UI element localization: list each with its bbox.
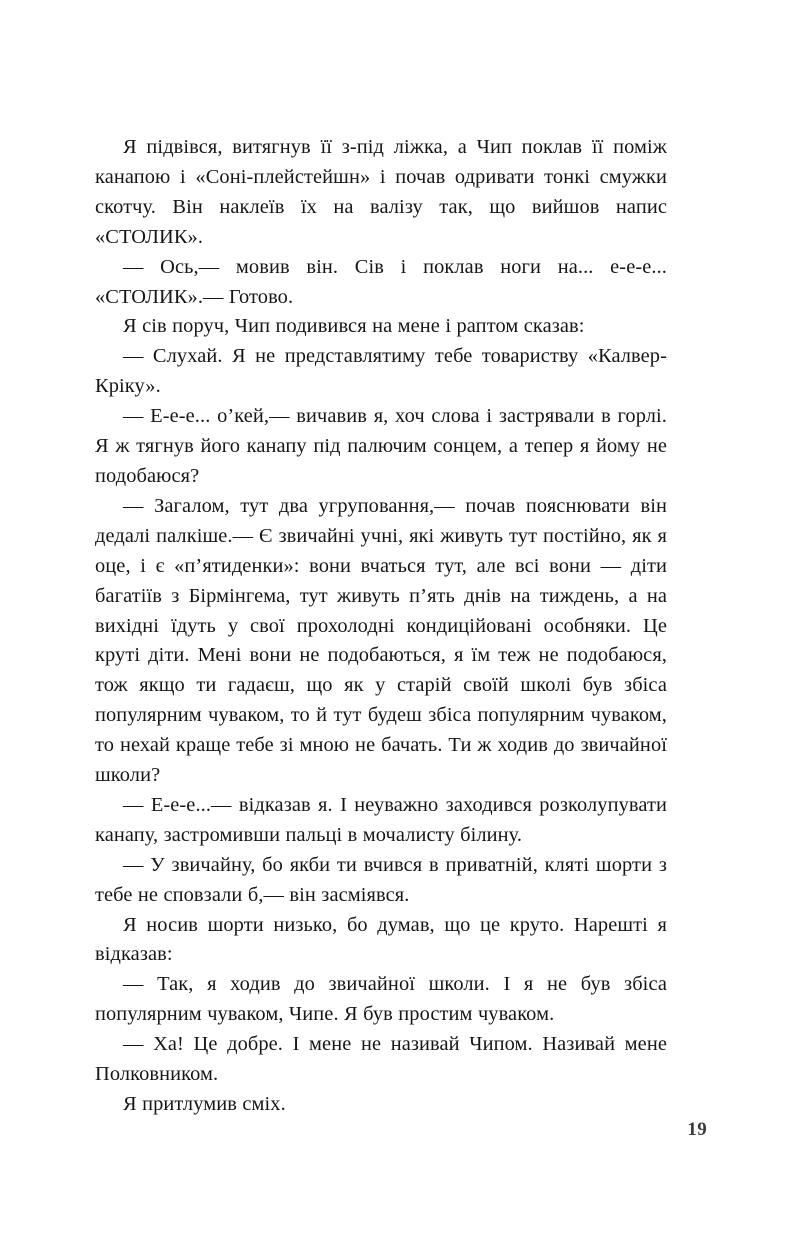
paragraph: Я сів поруч, Чип подивився на мене і раптом сказав: bbox=[123, 315, 585, 338]
paragraph: — Ось,— мовив він. Сів і поклав ноги на... е-е-е... «СТОЛИК».— Готово. bbox=[95, 255, 667, 308]
paragraph: Я носив шорти низько, бо думав, що це круто. Нарешті я відказав: bbox=[95, 913, 667, 966]
page-text-block bbox=[95, 133, 667, 1120]
paragraph: — У звичайну, бо якби ти вчився в приватній, кляті шорти з тебе не сповзали б,— він засміявся. bbox=[95, 853, 667, 906]
paragraph: — Е-е-е... о’кей,— вичавив я, хоч слова і застрявали в горлі. Я ж тягнув його канапу під палючим сонцем, а тепер я йому не подобаюся? bbox=[95, 405, 667, 487]
paragraph: — Так, я ходив до звичайної школи. І я не був збіса популярним чуваком, Чипе. Я був простим чуваком. bbox=[95, 973, 667, 1026]
paragraph: — Слухай. Я не представлятиму тебе товариству «Калвер-Кріку». bbox=[95, 345, 667, 398]
paragraph: — Загалом, тут два угруповання,— почав пояснювати він дедалі палкіше.— Є звичайні учні, які живуть тут постійно, як я оце, і є «п’ятиденки»: вони вчаться тут, але всі вони — діти багатіїв з Бірмінгема, тут живуть п’ять днів на тиждень, а на вихідні їдуть у свої прохолодні кондиційовані особняки. Це круті діти. Мені вони не подобаються, я їм теж не подобаюся, тож якщо ти гадаєш, що як у старій своїй школі був збіса популярним чуваком, то й тут будеш збіса популярним чуваком, то нехай краще тебе зі мною не бачать. Ти ж ходив до звичайної школи? bbox=[95, 494, 667, 787]
paragraph: Я притлумив сміх. bbox=[123, 1093, 286, 1115]
paragraph: — Ха! Це добре. І мене не називай Чипом. Називай мене Полковником. bbox=[95, 1033, 667, 1086]
page-number: 19 bbox=[687, 1119, 707, 1140]
paragraph: Я підвівся, витягнув її з-під ліжка, а Чип поклав її поміж канапою і «Соні-плейстейшн» і почав одривати тонкі смужки скотчу. Він наклеїв їх на валізу так, що вийшов напис «СТОЛИК». bbox=[95, 136, 667, 248]
paragraph: — Е-е-е...— відказав я. І неуважно заходився розколупувати канапу, застромивши пальці в мочалисту білину. bbox=[95, 793, 667, 846]
